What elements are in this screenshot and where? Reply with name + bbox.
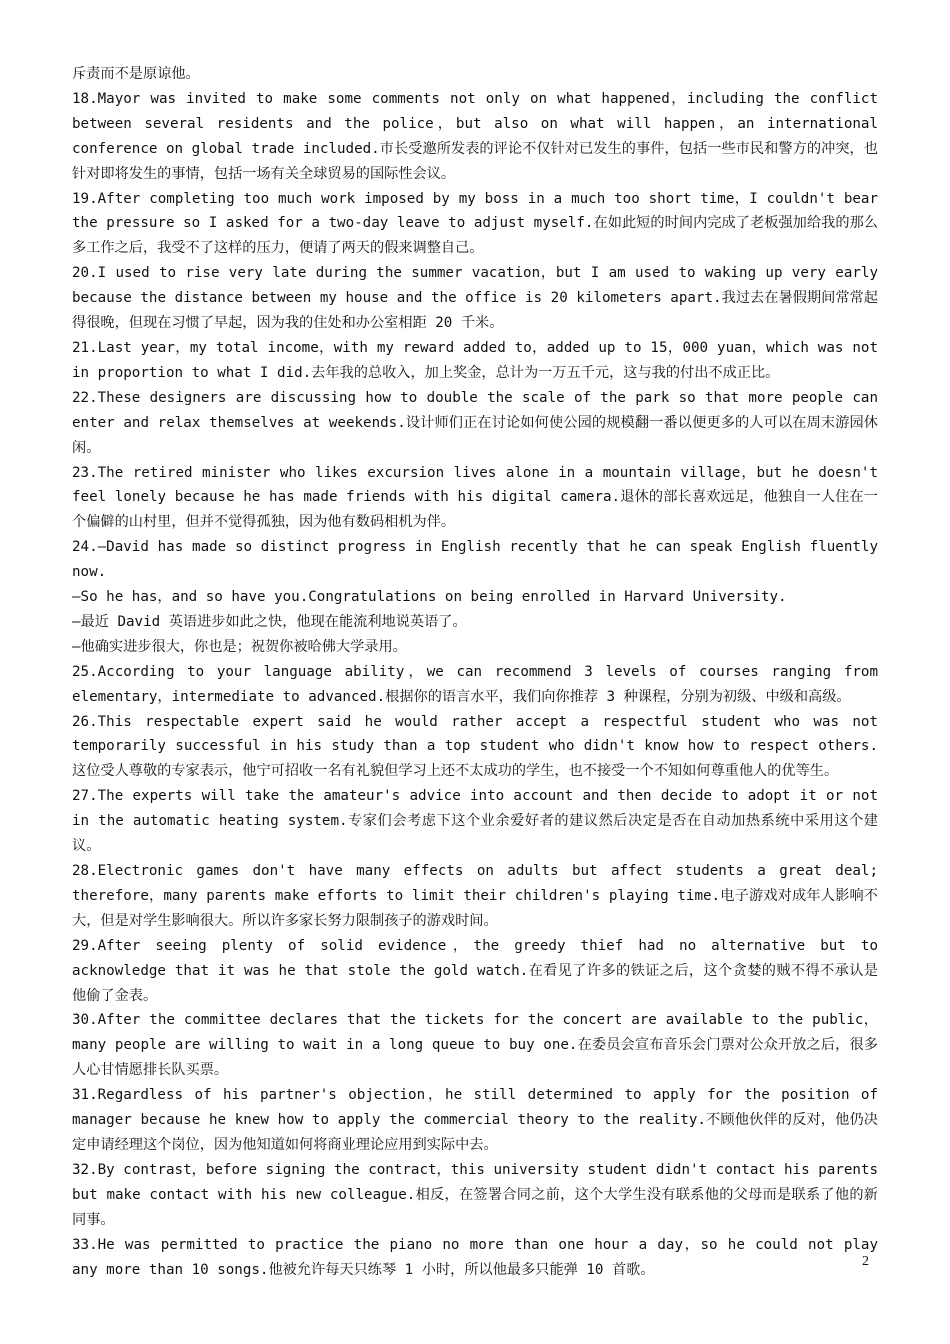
paragraph-21: 21.Last year，my total income，with my reward added to，added up to 15，000 yuan，which was not in proportion to what I did.去年我的总收入，加上奖金，总计为一万五千元，这与我的付出不成正比。 bbox=[72, 339, 878, 381]
paragraph-32: 32.By contrast，before signing the contract，this university student didn't contact his parents but make contact with his new colleague.相反，在签署合同之前，这个大学生没有联系他的父母而是联系了他的新同事。 bbox=[72, 1161, 878, 1228]
paragraph-23: 23.The retired minister who likes excursion lives alone in a mountain village，but he doesn't feel lonely because he has made friends with his digital camera.退休的部长喜欢远足，他独自一人住在一个偏僻的山村里，但并不觉得孤独，因为他有数码相机为伴。 bbox=[72, 464, 878, 531]
page-body bbox=[72, 62, 878, 1282]
paragraph-31: 31.Regardless of his partner's objection，he still determined to apply for the position of manager because he knew how to apply the commercial theory to the reality.不顾他伙伴的反对，他仍决定申请经理这个岗位，因为他知道如何将商业理论应用到实际中去。 bbox=[72, 1087, 878, 1153]
paragraph-18: 18.Mayor was invited to make some comments not only on what happened，including the conflict between several residents and the police，but also on what will happen，an international conference on global trade included.市长受邀所发表的评论不仅针对已发生的事件，包括一些市民和警方的冲突，也针对即将发生的事情，包括一场有关全球贸易的国际性会议。 bbox=[72, 90, 878, 182]
paragraph-28: 28.Electronic games don't have many effects on adults but affect students a great deal; therefore，many parents make efforts to limit their children's playing time.电子游戏对成年人影响不大，但是对学生影响很大。所以许多家长努力限制孩子的游戏时间。 bbox=[72, 863, 878, 929]
paragraph-25: 25.According to your language ability，we can recommend 3 levels of courses ranging from elementary，intermediate to advanced.根据你的语言水平，我们向你推荐 3 种课程，分别为初级、中级和高级。 bbox=[72, 663, 878, 705]
paragraph-24-line-3: —最近 David 英语进步如此之快，他现在能流利地说英语了。 bbox=[72, 613, 467, 630]
paragraph-19: 19.After completing too much work imposed by my boss in a much too short time，I couldn't bear the pressure so I asked for a two-day leave to adjust myself.在如此短的时间内完成了老板强加给我的那么多工作之后，我受不了这样的压力，便请了两天的假来调整自己。 bbox=[72, 190, 878, 257]
paragraph-24-line-1: 24.—David has made so distinct progress in English recently that he can speak English fluently now. bbox=[72, 539, 878, 581]
paragraph-29: 29.After seeing plenty of solid evidence，the greedy thief had no alternative but to acknowledge that it was he that stole the gold watch.在看见了许多的铁证之后，这个贪婪的贼不得不承认是他偷了金表。 bbox=[72, 937, 878, 1004]
paragraph-33: 33.He was permitted to practice the piano no more than one hour a day，so he could not play any more than 10 songs.他被允许每天只练琴 1 小时，所以他最多只能弹 10 首歌。 bbox=[72, 1236, 878, 1278]
paragraph-22: 22.These designers are discussing how to double the scale of the park so that more people can enter and relax themselves at weekends.设计师们正在讨论如何使公园的规模翻一番以便更多的人可以在周末游园休闲。 bbox=[72, 389, 878, 456]
page-number: 2 bbox=[862, 1254, 869, 1269]
paragraph-30: 30.After the committee declares that the tickets for the concert are available to the public，many people are willing to wait in a long queue to buy one.在委员会宣布音乐会门票对公众开放之后，很多人心甘情愿排长队买票。 bbox=[72, 1012, 878, 1079]
paragraph-20: 20.I used to rise very late during the summer vacation，but I am used to waking up very early because the distance between my house and the office is 20 kilometers apart.我过去在暑假期间常常起得很晚，但现在习惯了早起，因为我的住处和办公室相距 20 千米。 bbox=[72, 265, 878, 332]
paragraph-24-line-2: —So he has，and so have you.Congratulations on being enrolled in Harvard University. bbox=[72, 589, 787, 606]
paragraph-26: 26.This respectable expert said he would rather accept a respectful student who was not temporarily successful in his study than a top student who didn't know how to respect others.这位受人尊敬的专家表示，他宁可招收一名有礼貌但学习上还不太成功的学生，也不接受一个不知如何尊重他人的优等生。 bbox=[72, 713, 878, 780]
paragraph-continuation: 斥责而不是原谅他。 bbox=[72, 66, 200, 82]
paragraph-27: 27.The experts will take the amateur's advice into account and then decide to adopt it or not in the automatic heating system.专家们会考虑下这个业余爱好者的建议然后决定是否在自动加热系统中采用这个建议。 bbox=[72, 788, 878, 855]
paragraph-24-line-4: —他确实进步很大，你也是；祝贺你被哈佛大学录用。 bbox=[72, 638, 407, 655]
